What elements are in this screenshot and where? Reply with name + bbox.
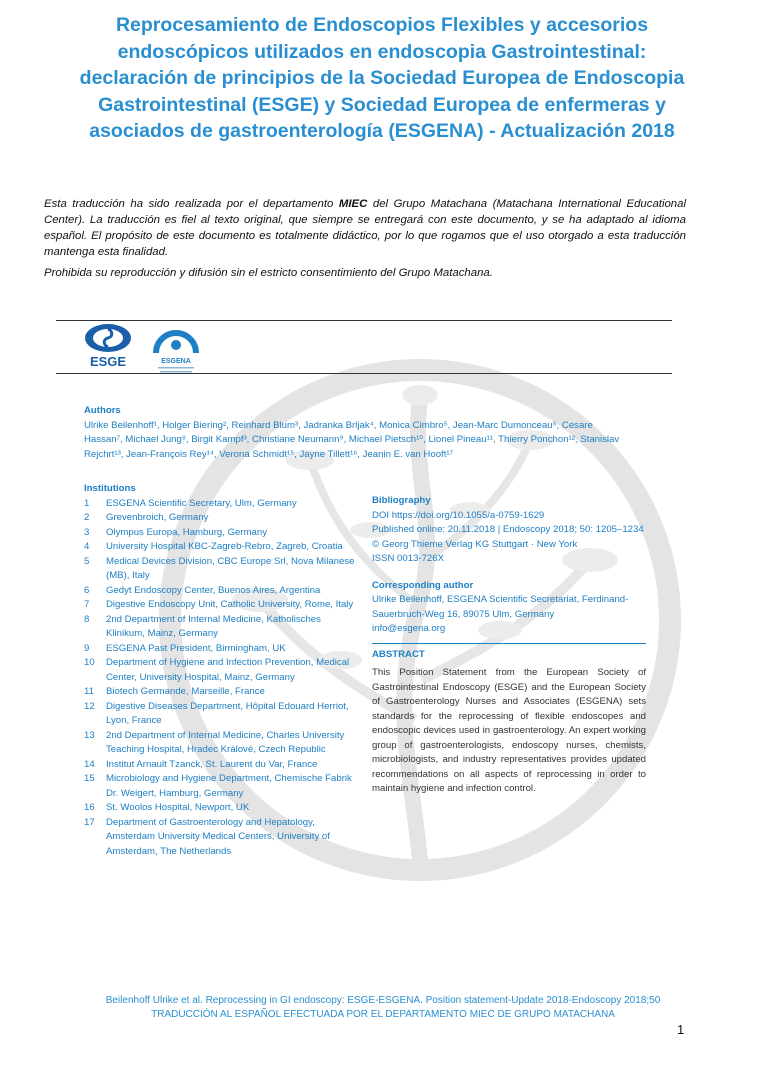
institution-text: Olympus Europa, Hamburg, Germany <box>106 526 268 538</box>
institution-row <box>84 642 356 657</box>
intro-text: Esta traducción ha sido realizada por el departamento <box>44 198 339 210</box>
footer-citation: Beilenhoff Ulrike et al. Reprocessing in GI endoscopy: ESGE-ESGENA. Position statement-Update 2018-Endoscopy 2018;50 <box>105 995 661 1006</box>
institutions-list <box>84 497 356 860</box>
institution-number: 9 <box>84 642 90 654</box>
institutions-section <box>84 482 356 859</box>
institution-text: St. Woolos Hospital, Newport, UK <box>106 802 250 813</box>
institution-text: Digestive Endoscopy Unit, Catholic University, Rome, Italy <box>106 599 354 610</box>
institution-row <box>84 526 356 541</box>
institution-row <box>84 700 356 729</box>
institution-text: Medical Devices Division, CBC Europe Srl, Nova Milanese (MB), Italy <box>106 555 355 581</box>
institution-row <box>84 816 356 860</box>
translation-notice <box>44 196 686 281</box>
institution-number: 3 <box>84 526 90 538</box>
abstract-heading: ABSTRACT <box>372 643 646 663</box>
reproduction-notice: Prohibida su reproducción y difusión sin el estricto consentimiento del Grupo Matachana. <box>44 267 493 279</box>
esge-logo-icon <box>83 323 133 369</box>
bibliography-heading: Bibliography <box>372 495 431 506</box>
issn-text: ISSN 0013-726X <box>372 553 444 564</box>
institution-number: 7 <box>84 599 90 610</box>
institution-row <box>84 584 356 599</box>
institution-number: 11 <box>84 686 94 697</box>
intro-text-cont: del Grupo Matachana (Matachana International Educational Center). La traducción es fiel al texto original, que siempre se entregará con este documento, y se ha adaptado al idioma español. El propósito de este documento es totalmente didáctico, por lo que rogamos que el uso otorgado a esta traducción mantenga esta finalidad. <box>44 198 687 258</box>
institution-text: Gedyt Endoscopy Center, Buenos Aires, Argentina <box>106 584 321 596</box>
esge-logo-text: ESGE <box>89 354 127 369</box>
corresponding-email: info@esgena.org <box>372 623 446 634</box>
esge-logo <box>83 323 133 374</box>
institution-text: Microbiology and Hygiene Department, Chemische Fabrik Dr. Weigert, Hamburg, Germany <box>106 773 352 799</box>
footer-translation-note: TRADUCCIÓN AL ESPAÑOL EFECTUADA POR EL DEPARTAMENTO MIEC DE GRUPO MATACHANA <box>151 1008 615 1020</box>
miec-bold: MIEC <box>338 198 368 210</box>
institution-text: 2nd Department of Internal Medicine, Katholisches Klinikum, Mainz, Germany <box>106 613 321 639</box>
page-number: 1 <box>677 1022 685 1037</box>
institution-text: Digestive Diseases Department, Hôpital Edouard Herriot, Lyon, France <box>106 700 349 726</box>
institution-number: 10 <box>84 657 95 668</box>
institution-row <box>84 656 356 685</box>
title-line: endoscópicos utilizados en endoscopia Gastrointestinal: <box>117 40 647 63</box>
top-divider <box>56 320 672 321</box>
institution-row <box>84 685 356 700</box>
institution-row <box>84 540 356 555</box>
esgena-logo <box>150 323 202 380</box>
institution-row <box>84 758 356 773</box>
corresponding-heading: Corresponding author <box>372 579 474 591</box>
title-line: Reprocesamiento de Endoscopios Flexibles y accesorios <box>115 14 649 36</box>
doi-text: DOI https://doi.org/10.1055/a-0759-1629 <box>372 509 545 521</box>
abstract-body: This Position Statement from the European Society of Gastrointestinal Endoscopy (ESGE) and the European Society of Gastroenterology Nurses and Associates (ESGENA) sets standards for the reprocessing of flexible endoscopes and endoscopic devices used in gastroenterology. An expert working group of gastroenterologists, endoscopy nurses, chemists, microbiologists, and industry representatives provides updated recommendations on all aspects of reprocessing in order to maintain hygiene and infection control. <box>372 667 646 794</box>
corresponding-text: Ulrike Beilenhoff, ESGENA Scientific Secretariat, Ferdinand-Sauerbruch-Weg 16, 89075 Ulm, Germany <box>372 594 629 620</box>
institution-number: 12 <box>84 700 95 712</box>
title-line: Gastrointestinal (ESGE) y Sociedad Europea de enfermeras y <box>98 93 666 116</box>
bottom-divider <box>56 373 672 374</box>
copyright-text: © Georg Thieme Verlag KG Stuttgart · New York <box>372 538 578 550</box>
translation-paragraph <box>44 196 686 260</box>
institution-number: 5 <box>84 555 90 567</box>
institution-text: Institut Arnault Tzanck, St. Laurent du Var, France <box>106 758 318 770</box>
institution-number: 8 <box>84 613 90 625</box>
institution-text: ESGENA Past President, Birmingham, UK <box>106 642 286 654</box>
institution-text: ESGENA Scientific Secretary, Ulm, Germany <box>106 497 297 509</box>
authors-heading: Authors <box>84 405 121 416</box>
authors-section <box>84 404 624 462</box>
institution-number: 15 <box>84 773 95 784</box>
document-title <box>30 12 734 145</box>
institutions-heading: Institutions <box>84 483 136 494</box>
institution-text: Grevenbroich, Germany <box>106 512 209 523</box>
institution-text: Biotech Germande, Marseille, France <box>106 686 265 697</box>
institution-number: 14 <box>84 758 95 770</box>
institution-number: 1 <box>84 497 90 509</box>
institution-text: Department of Gastroenterology and Hepatology, Amsterdam University Medical Centers, University of Amsterdam, The Netherlands <box>106 816 330 857</box>
institution-number: 2 <box>84 512 90 523</box>
institution-row <box>84 598 356 613</box>
institution-row <box>84 497 356 512</box>
institution-row <box>84 772 356 801</box>
institution-row <box>84 555 356 584</box>
title-line: declaración de principios de la Sociedad Europea de Endoscopia <box>79 67 685 89</box>
institution-number: 4 <box>84 541 90 552</box>
institution-number: 13 <box>84 729 95 741</box>
institution-text: 2nd Department of Internal Medicine, Charles University Teaching Hospital, Hradec Králové, Czech Republic <box>106 729 345 755</box>
institution-row <box>84 801 356 816</box>
authors-list: Ulrike Beilenhoff¹, Holger Biering², Reinhard Blum³, Jadranka Brljak⁴, Monica Cimbro⁵, Jean-Marc Dumonceau⁶, Cesare Hassan⁷, Michael Jung⁸, Birgit Kampf³, Christiane Neumann⁹, Michael Pietsch¹⁰, Lionel Pineau¹¹, Thierry Ponchon¹², Stanislav Rejchrt¹³, Jean-François Rey¹⁴, Verona Schmidt¹⁵, Jayne Tillett¹⁶, Jeanin E. van Hooft¹⁷ <box>84 419 620 460</box>
institution-row <box>84 729 356 758</box>
institution-number: 17 <box>84 816 95 828</box>
institution-row <box>84 613 356 642</box>
footer <box>60 994 706 1021</box>
institution-text: Department of Hygiene and Infection Prevention, Medical Center, University Hospital, Mainz, Germany <box>106 657 350 683</box>
title-line: asociados de gastroenterología (ESGENA) - Actualización 2018 <box>89 120 675 142</box>
institution-text: University Hospital KBC-Zagreb-Rebro, Zagreb, Croatia <box>106 541 343 552</box>
published-text: Published online: 20.11.2018 | Endoscopy 2018; 50: 1205–1234 <box>372 524 644 535</box>
institution-row <box>84 511 356 526</box>
metadata-column <box>372 494 646 797</box>
esgena-logo-text: ESGENA <box>161 358 191 365</box>
institution-number: 6 <box>84 584 90 596</box>
institution-number: 16 <box>84 802 95 813</box>
esgena-logo-icon <box>150 323 202 375</box>
